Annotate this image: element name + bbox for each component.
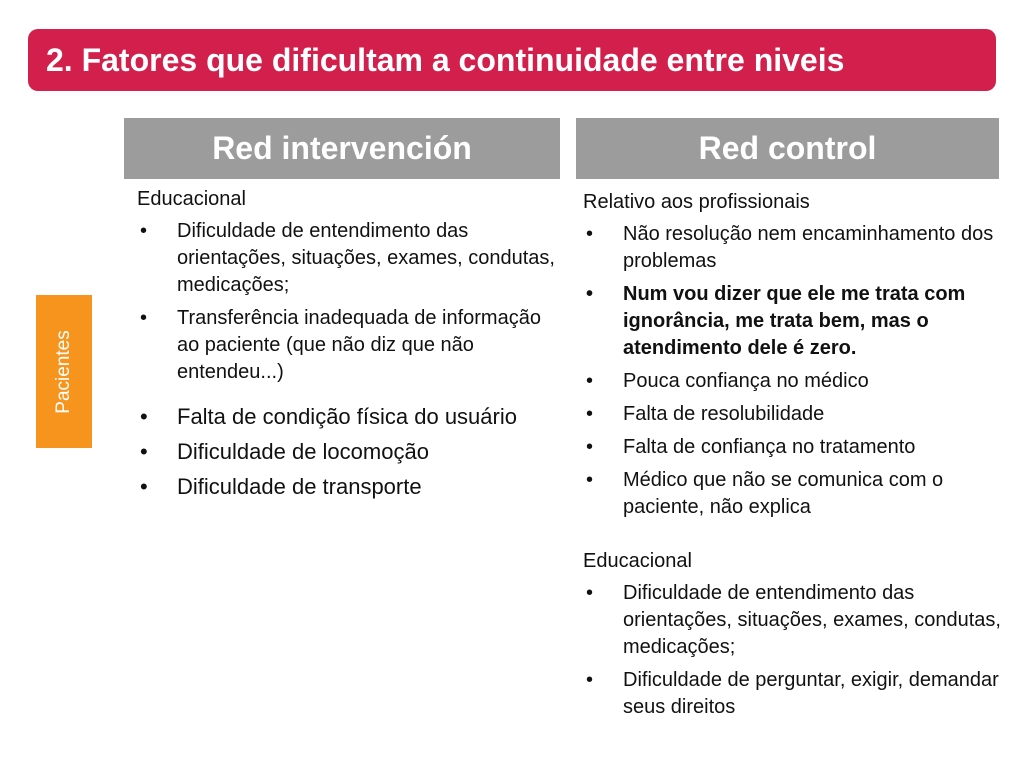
list-item: • Falta de condição física do usuário <box>137 402 557 431</box>
title-bar <box>28 29 996 91</box>
left-column <box>137 186 557 501</box>
list-item: • Dificuldade de perguntar, exigir, demandar seus direitos <box>583 667 1003 721</box>
right-section2-title: Educacional <box>583 550 692 572</box>
list-item: • Dificuldade de locomoção <box>137 437 557 466</box>
list-item: • Falta de resolubilidade <box>583 401 1003 428</box>
list-item: • Pouca confiança no médico <box>583 368 1003 395</box>
right-column <box>583 189 1003 721</box>
left-section-title: Educacional <box>137 188 246 210</box>
header-red-intervencion: Red intervención <box>124 118 560 179</box>
left-section1-list <box>137 218 557 386</box>
right-section2-list <box>583 580 1003 721</box>
side-tab-label: Pacientes <box>53 329 74 414</box>
slide-title: 2. Fatores que dificultam a continuidade entre niveis <box>46 41 845 78</box>
right-section1-title: Relativo aos profissionais <box>583 191 810 213</box>
list-item: • Não resolução nem encaminhamento dos problemas <box>583 221 1003 275</box>
side-tab-pacientes <box>36 295 92 448</box>
list-item: • Falta de confiança no tratamento <box>583 434 1003 461</box>
list-item: • Dificuldade de entendimento das orientações, situações, exames, condutas, medicações; <box>583 580 1003 661</box>
list-item: • Médico que não se comunica com o paciente, não explica <box>583 467 1003 521</box>
list-item-quote: • Num vou dizer que ele me trata com ignorância, me trata bem, mas o atendimento dele é zero. <box>583 281 1003 362</box>
header-red-control: Red control <box>576 118 999 179</box>
right-section1-list <box>583 221 1003 521</box>
list-item: • Dificuldade de transporte <box>137 472 557 501</box>
list-item: • Dificuldade de entendimento das orientações, situações, exames, condutas, medicações; <box>137 218 557 299</box>
left-section2-list <box>137 402 557 501</box>
list-item: • Transferência inadequada de informação ao paciente (que não diz que não entendeu...) <box>137 305 557 386</box>
